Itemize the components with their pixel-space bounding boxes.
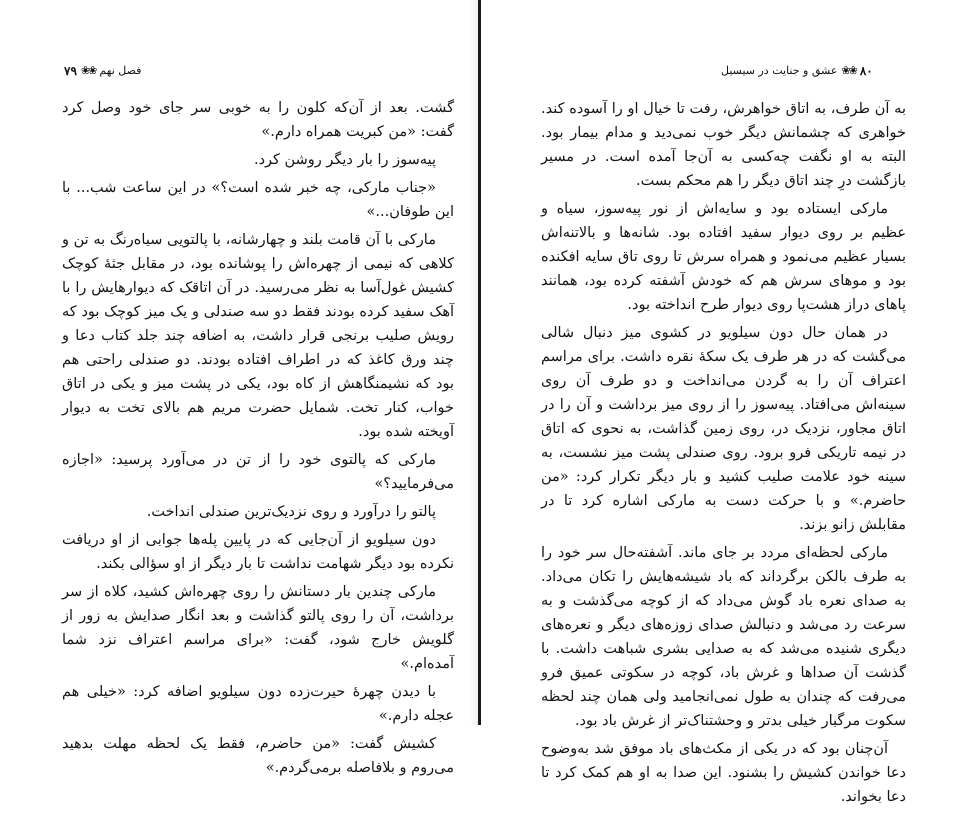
paragraph: در همان حال دون سیلویو در کشوی میز دنبال شالی می‌گشت که در هر طرف یک سکهٔ نقره داشت. برای مراسم اعتراف آن را به گردن می‌انداخت و دو طرف آن روی سینه‌اش می‌افتاد. پیه‌سوز را از روی میز برداشت و آن را در اتاق مجاور، نزدیک در، روی زمین گذاشت، به نحوی که اتاق در نیمه تاریکی فرو برود. روی صندلی پشت میز نشست، به سینه خود علامت صلیب کشید و بار دیگر تکرار کرد: «من حاضرم.» و با حرکت دست به مارکی اشاره کرد تا در مقابلش زانو بزند. [541, 325, 906, 533]
paragraph: دون سیلویو از آن‌جایی که در پایین پله‌ها جوابی از او دریافت نکرده بود دیگر شهامت نداشت تا بار دیگر از او سؤالی بکند. [62, 532, 454, 572]
paragraph: آن‌چنان بود که در یکی از مکث‌های باد موفق شد به‌وضوح دعا خواندن کشیش را بشنود. این صدا به او هم کمک کرد تا دعا بخواند. [541, 741, 906, 805]
paragraph: مارکی با آن قامت بلند و چهارشانه، با پالتویی سیاه‌رنگ به تن و کلاهی که نیمی از چهره‌اش را پوشانده بود، در مقابل جثهٔ کوچک کشیش غول‌آسا به نظر می‌رسید. در آن اتاقک که دیوارهایش را با آهک سفید کرده بودند فقط دو سه صندلی و یک میز کوچک بود که رویش صلیب برنجی قرار داشت، به اضافه چند جلد کتاب دعا و چند ورق کاغذ که در اطراف افتاده بودند. دو صندلی راحتی هم بود که نشیمنگاهش از کاه بود، یکی در پشت میز و یکی در اتاق خواب، کنار تخت. شمایل حضرت مریم هم بالای تخت به دیوار آویخته شده بود. [62, 232, 454, 440]
right-page [481, 0, 962, 805]
paragraph: مارکی چندین بار دستانش را روی چهره‌اش کشید، کلاه از سر برداشت، آن را روی پالتو گذاشت و بعد انگار صدایش به زور از گلویش خارج شود، گفت: «برای مراسم اعتراف نزد شما آمده‌ام.» [62, 584, 454, 672]
paragraph: پالتو را درآورد و روی نزدیک‌ترین صندلی انداخت. [146, 504, 436, 520]
left-page [0, 0, 478, 776]
gutter-shadow [470, 0, 478, 725]
right-page-body [541, 97, 906, 813]
flower-ornament-icon: ❀❀ [80, 64, 96, 77]
paragraph: «جناب مارکی، چه خبر شده است؟» در این ساعت شب... با این طوفان...» [62, 180, 454, 220]
paragraph: پیه‌سوز را بار دیگر روشن کرد. [253, 152, 436, 168]
flower-ornament-icon: ❀❀ [841, 64, 856, 77]
paragraph: مارکی ایستاده بود و سایه‌اش از نور پیه‌سوز، سیاه و عظیم بر روی دیوار سفید افتاده بود. شانه‌ها و بالاتنه‌اش بسیار عظیم می‌نمود و همراه سرش تا روی تاق سایه افکنده بود و موهای سرش هم که خودش آشفته کرده بود، همانند پاهای دراز هشت‌پا روی دیوار طرح انداخته بود. [541, 201, 906, 313]
right-page-number: ۸۰ [859, 64, 873, 78]
paragraph: با دیدن چهرهٔ حیرت‌زده دون سیلویو اضافه کرد: «خیلی هم عجله دارم.» [62, 684, 454, 724]
left-page-number: ۷۹ [64, 64, 77, 78]
left-page-body [62, 96, 454, 784]
left-running-head: فصل نهم [99, 64, 142, 77]
paragraph: به آن طرف، به اتاق خواهرش، رفت تا خیال او را آسوده کند. خواهری که چشمانش دیگر خوب نمی‌دید و مدام بیمار بود. البته به او نگفت چه‌کسی به آن‌جا آمده است. در مسیر بازگشت درِ چند اتاق دیگر را هم محکم بست. [541, 101, 906, 189]
right-page-header [721, 60, 873, 82]
paragraph: کشیش گفت: «من حاضرم، فقط یک لحظه مهلت بدهید می‌روم و بلافاصله برمی‌گردم.» [62, 736, 454, 776]
paragraph: گشت. بعد از آن‌که کلون را به خوبی سر جای خود وصل کرد گفت: «من کبریت همراه دارم.» [62, 100, 454, 140]
right-running-head: عشق و جنایت در سیسیل [721, 64, 838, 77]
paragraph: مارکی لحظه‌ای مردد بر جای ماند. آشفته‌حال سر خود را به طرف بالکن برگرداند که باد شیشه‌هایش را تکان می‌داد. به صدای نعره باد گوش می‌داد که از کوچه می‌گذشت و به سرعت رد می‌شد و دنبالش صدای زوزه‌های دیگر و نعره‌های دیگری شنیده می‌شد که به صدایی بشری شباهت داشت. با گذشت آن صداها و غرش باد، کوچه در سکوتی عمیق فرو می‌رفت که چندان به طول نمی‌انجامید ولی همان چند لحظه سکوت مرگبار خیلی بدتر و وحشتناک‌تر از غرش باد بود. [541, 545, 906, 729]
paragraph: مارکی که پالتوی خود را از تن در می‌آورد پرسید: «اجازه می‌فرمایید؟» [62, 452, 454, 492]
left-page-header [64, 60, 141, 82]
